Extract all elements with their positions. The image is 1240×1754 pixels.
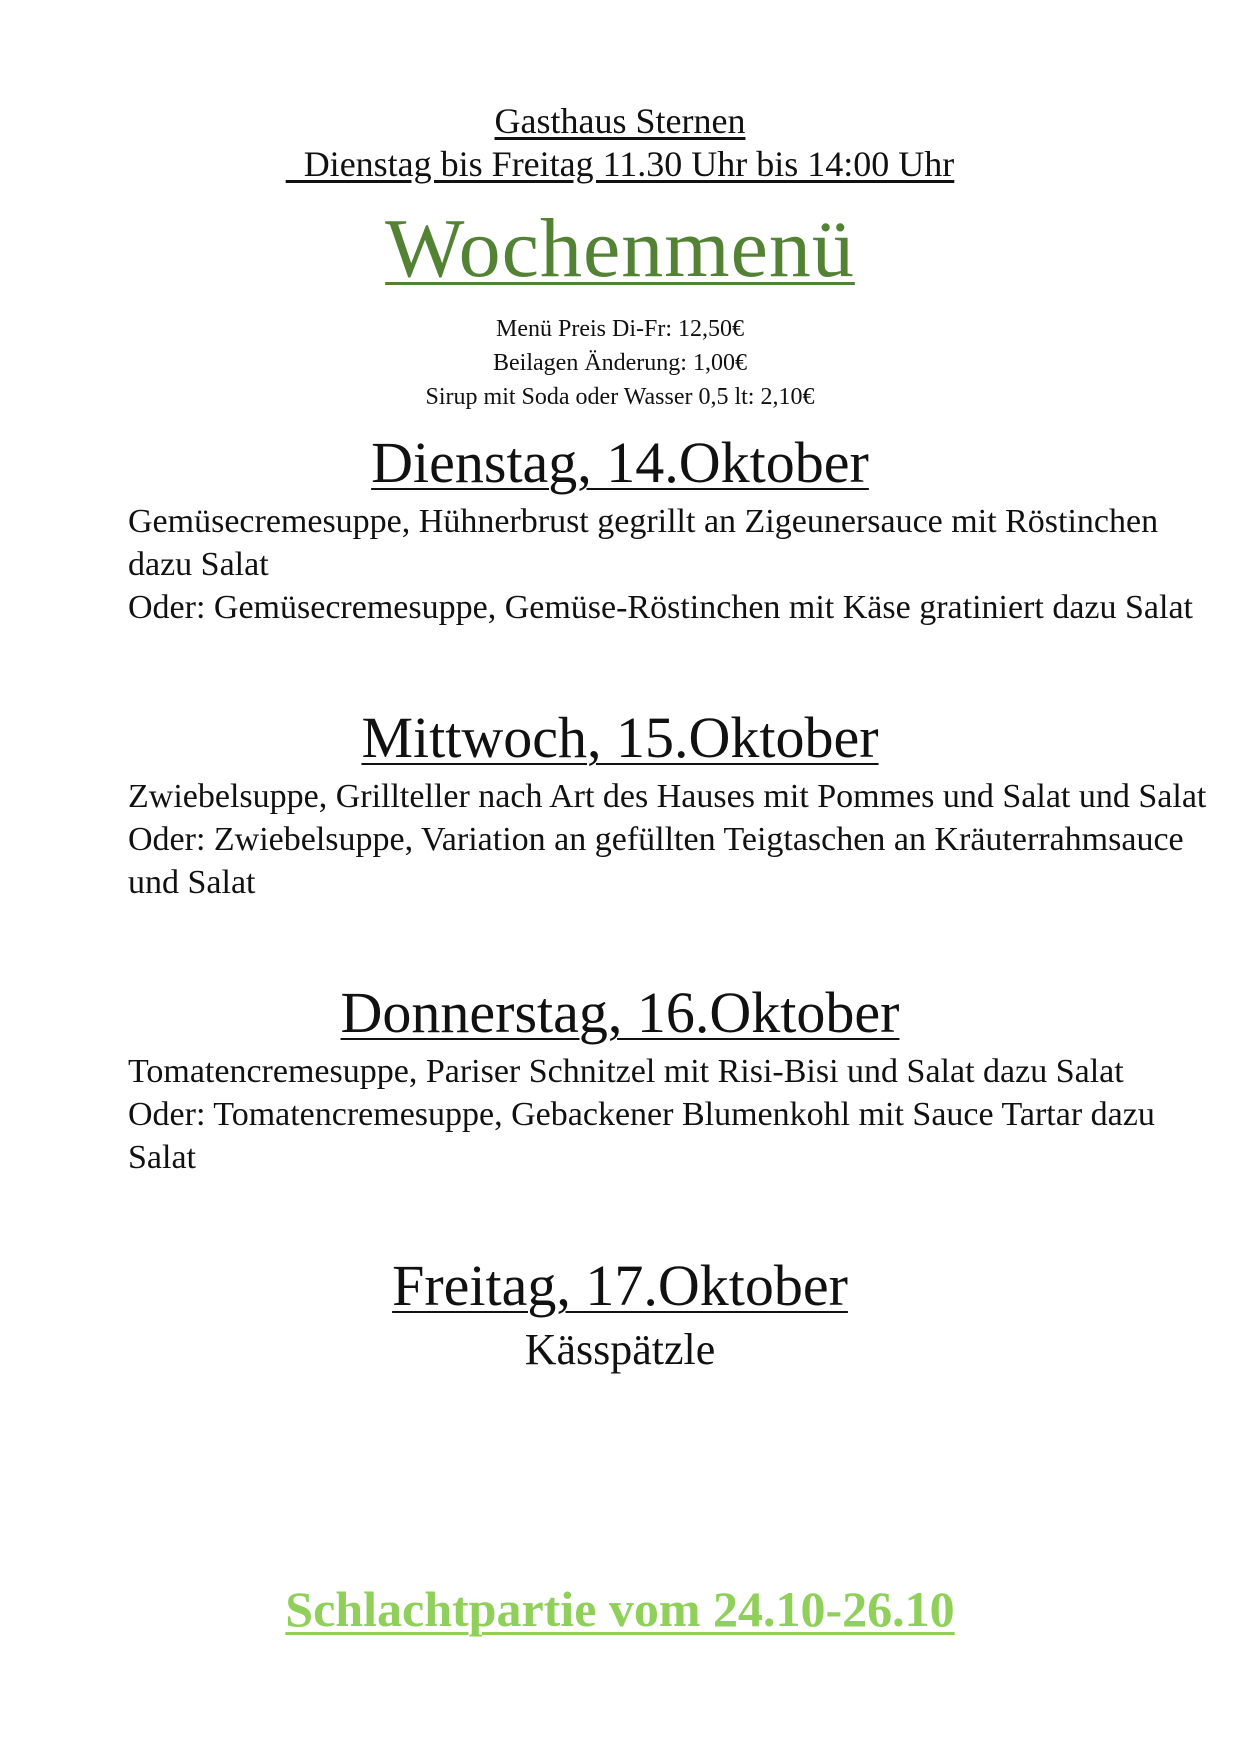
day-section-friday xyxy=(0,1253,1240,1377)
restaurant-name: Gasthaus Sternen xyxy=(494,101,746,141)
day-heading: Mittwoch, 15.Oktober xyxy=(361,705,879,770)
menu-option-1: Zwiebelsuppe, Grillteller nach Art des Hauses mit Pommes und Salat und Salat xyxy=(128,778,1207,815)
side-change-price: Beilagen Änderung: 1,00€ xyxy=(493,350,747,376)
day-menu xyxy=(128,500,1208,629)
opening-hours: Dienstag bis Freitag 11.30 Uhr bis 14:00 Uhr xyxy=(285,144,955,184)
page-title: Wochenmenü xyxy=(385,202,855,295)
friday-dish: Kässpätzle xyxy=(524,1325,716,1374)
menu-option-2: Oder: Gemüsecremesuppe, Gemüse-Röstinchen mit Käse gratiniert dazu Salat xyxy=(128,589,1193,626)
day-section-wednesday xyxy=(0,705,1240,904)
price-list xyxy=(0,312,1240,414)
day-section-tuesday xyxy=(0,430,1240,629)
day-heading: Donnerstag, 16.Oktober xyxy=(340,980,900,1045)
day-menu xyxy=(128,775,1208,904)
day-heading: Freitag, 17.Oktober xyxy=(392,1253,848,1318)
menu-option-1: Tomatencremesuppe, Pariser Schnitzel mit Risi-Bisi und Salat dazu Salat xyxy=(128,1053,1124,1090)
day-section-thursday xyxy=(0,980,1240,1179)
menu-price: Menü Preis Di-Fr: 12,50€ xyxy=(496,316,744,342)
promo-banner: Schlachtpartie vom 24.10-26.10 xyxy=(285,1581,955,1637)
day-heading: Dienstag, 14.Oktober xyxy=(371,430,869,495)
menu-option-2: Oder: Zwiebelsuppe, Variation an gefüllten Teigtaschen an Kräuterrahmsauce und Salat xyxy=(128,821,1184,901)
menu-option-1: Gemüsecremesuppe, Hühnerbrust gegrillt an Zigeunersauce mit Röstinchen dazu Salat xyxy=(128,503,1159,583)
syrup-price: Sirup mit Soda oder Wasser 0,5 lt: 2,10€ xyxy=(425,384,815,410)
day-menu xyxy=(128,1050,1208,1179)
menu-option-2: Oder: Tomatencremesuppe, Gebackener Blumenkohl mit Sauce Tartar dazu Salat xyxy=(128,1096,1155,1176)
